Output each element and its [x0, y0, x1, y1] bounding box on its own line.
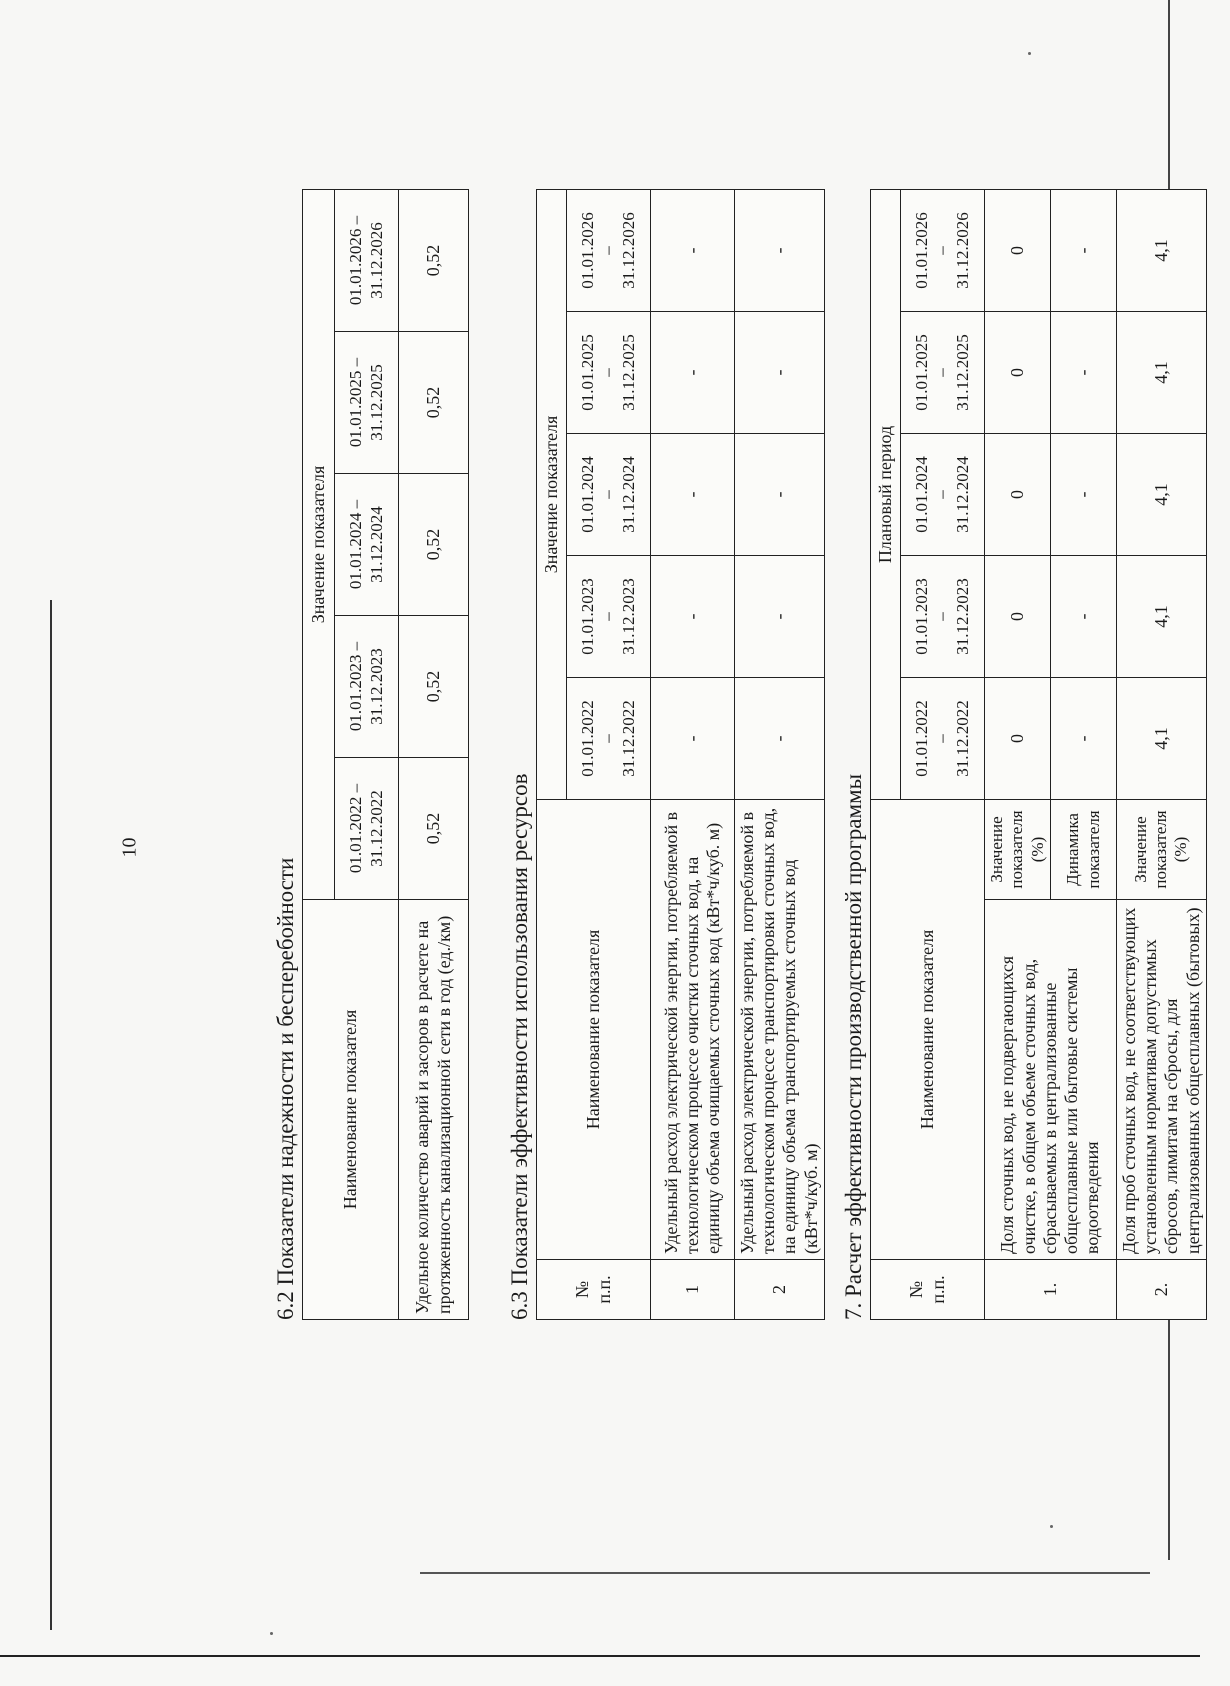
- indicator-value: -: [651, 678, 735, 800]
- scan-line: [420, 1572, 1150, 1574]
- period-header: 01.01.2022 – 31.12.2022: [335, 758, 399, 900]
- indicator-value: -: [735, 678, 825, 800]
- indicator-value: -: [735, 434, 825, 556]
- header-values: Значение показателя: [537, 189, 567, 799]
- header-name: Наименование показателя: [871, 800, 985, 1260]
- indicator-value: 4,1: [1117, 678, 1207, 800]
- indicator-value: -: [735, 189, 825, 311]
- header-name: Наименование показателя: [537, 800, 651, 1260]
- indicator-value: 0: [985, 434, 1051, 556]
- indicator-value: -: [651, 434, 735, 556]
- indicator-value: -: [735, 312, 825, 434]
- indicator-value: 0,52: [399, 616, 469, 758]
- section-7: [838, 189, 1207, 1320]
- indicator-value: 0: [985, 556, 1051, 678]
- indicator-value: 0: [985, 678, 1051, 800]
- indicator-value: 0: [985, 189, 1051, 311]
- section-6-3: [504, 189, 825, 1320]
- period-header: 01.01.2026 – 31.12.2026: [901, 189, 985, 311]
- indicator-value: -: [1051, 312, 1117, 434]
- indicator-value: -: [1051, 189, 1117, 311]
- period-header: 01.01.2023 – 31.12.2023: [567, 556, 651, 678]
- period-header: 01.01.2024 – 31.12.2024: [335, 474, 399, 616]
- indicator-value: 4,1: [1117, 312, 1207, 434]
- indicator-value: -: [651, 556, 735, 678]
- header-num: № п.п.: [871, 1260, 985, 1320]
- period-header: 01.01.2025 – 31.12.2025: [567, 312, 651, 434]
- row-number: 1: [651, 1260, 735, 1320]
- period-header: 01.01.2024 – 31.12.2024: [567, 434, 651, 556]
- indicator-value: 0,52: [399, 474, 469, 616]
- page-number: 10: [118, 837, 141, 858]
- indicator-value: -: [1051, 434, 1117, 556]
- header-period: Плановый период: [871, 189, 901, 799]
- row-number: 2.: [1117, 1260, 1207, 1320]
- period-header: 01.01.2023 – 31.12.2023: [335, 616, 399, 758]
- period-header: 01.01.2022 – 31.12.2022: [567, 678, 651, 800]
- reliability-table: [302, 189, 469, 1320]
- indicator-value: -: [1051, 678, 1117, 800]
- period-header: 01.01.2026 – 31.12.2026: [335, 189, 399, 331]
- indicator-name: Доля сточных вод, не подвергающихся очистке, в общем объеме сточных вод, сбрасываемых в централизованные общесплавные или бытовые системы водоотведения: [985, 900, 1117, 1260]
- indicator-value: 4,1: [1117, 556, 1207, 678]
- header-name: Наименование показателя: [303, 900, 399, 1320]
- indicator-value: -: [1051, 556, 1117, 678]
- period-header: 01.01.2025 – 31.12.2025: [335, 332, 399, 474]
- indicator-value: 4,1: [1117, 434, 1207, 556]
- sub-indicator-label: Динамика показателя: [1051, 800, 1117, 900]
- program-efficiency-table: [870, 189, 1207, 1320]
- section-title: 6.3 Показатели эффективности использования ресурсов: [507, 773, 532, 1320]
- header-num: № п.п.: [537, 1260, 651, 1320]
- sub-indicator-label: Значение показателя (%): [1117, 800, 1207, 900]
- indicator-name: Удельный расход электрической энергии, потребляемой в технологическом процессе очистки сточных вод, на единицу объема очищаемых сточных вод (кВт*ч/куб. м): [651, 800, 735, 1260]
- indicator-name: Удельное количество аварий и засоров в расчете на протяженность канализационной сети в год (ед./км): [399, 900, 469, 1320]
- indicator-value: 0,52: [399, 758, 469, 900]
- period-header: 01.01.2022 – 31.12.2022: [901, 678, 985, 800]
- header-values: Значение показателя: [303, 189, 335, 899]
- resource-efficiency-table: [536, 189, 825, 1320]
- indicator-name: Удельный расход электрической энергии, потребляемой в технологическом процессе транспортировки сточных вод, на единицу объема транспортируемых сточных вод (кВт*ч/куб. м): [735, 800, 825, 1260]
- indicator-value: 4,1: [1117, 189, 1207, 311]
- period-header: 01.01.2024 – 31.12.2024: [901, 434, 985, 556]
- scan-edge-left: [50, 600, 52, 1630]
- indicator-value: 0: [985, 312, 1051, 434]
- scan-speck: [1028, 52, 1031, 55]
- rotated-document: [270, 150, 1230, 1530]
- indicator-name: Доля проб сточных вод, не соответствующих установленным нормативам допустимых сбросов, лимитам на сбросы, для централизованных общесплавных (бытовых): [1117, 900, 1207, 1260]
- indicator-value: -: [651, 189, 735, 311]
- sub-indicator-label: Значение показателя (%): [985, 800, 1051, 900]
- period-header: 01.01.2026 – 31.12.2026: [567, 189, 651, 311]
- scan-edge-bottom: [0, 1655, 1200, 1657]
- indicator-value: -: [651, 312, 735, 434]
- indicator-value: 0,52: [399, 189, 469, 331]
- section-title: 7. Расчет эффективности производственной программы: [841, 773, 866, 1320]
- row-number: 1.: [985, 1260, 1117, 1320]
- indicator-value: 0,52: [399, 332, 469, 474]
- period-header: 01.01.2025 – 31.12.2025: [901, 312, 985, 434]
- period-header: 01.01.2023 – 31.12.2023: [901, 556, 985, 678]
- section-6-2: [270, 189, 469, 1320]
- scan-speck: [270, 1632, 273, 1635]
- section-title: 6.2 Показатели надежности и бесперебойности: [273, 857, 298, 1320]
- indicator-value: -: [735, 556, 825, 678]
- row-number: 2: [735, 1260, 825, 1320]
